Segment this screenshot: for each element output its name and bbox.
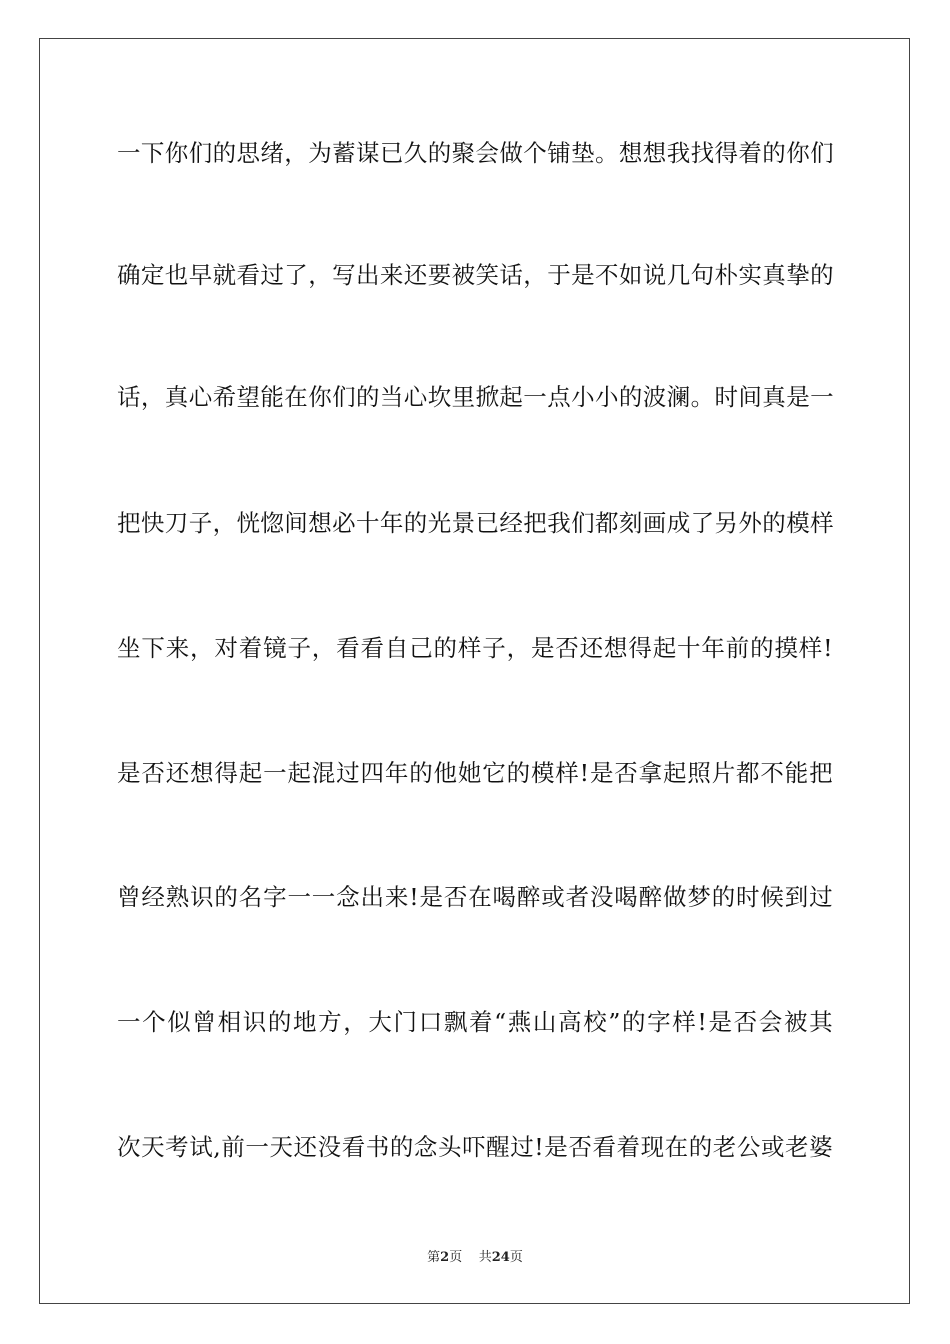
- footer-page-number: 2: [440, 1250, 450, 1265]
- footer-total-prefix: 共: [478, 1250, 492, 1265]
- footer-total-pages: 24: [491, 1250, 510, 1265]
- footer-total-suffix: 页: [509, 1250, 523, 1265]
- text-line-3: 话，真心希望能在你们的当心坎里掀起一点小小的波澜。时间真是一: [117, 383, 834, 411]
- text-line-4: 把快刀子，恍惚间想必十年的光景已经把我们都刻画成了另外的模样: [117, 509, 834, 537]
- text-line-7: 曾经熟识的名字一一念出来!是否在喝醉或者没喝醉做梦的时候到过: [117, 883, 833, 911]
- text-line-5: 坐下来，对着镜子，看看自己的样子，是否还想得起十年前的摸样!: [117, 634, 833, 662]
- text-line-8: 一个似曾相识的地方，大门口飘着“燕山高校”的字样!是否会被其: [117, 1008, 833, 1036]
- text-line-1: 一下你们的思绪，为蓄谋已久的聚会做个铺垫。想想我找得着的你们: [117, 139, 834, 167]
- footer-page-prefix: 第: [427, 1250, 441, 1265]
- page-footer: [0, 1250, 950, 1266]
- page-border: [39, 38, 910, 1304]
- text-line-9: 次天考试,前一天还没看书的念头吓醒过!是否看着现在的老公或老婆: [117, 1133, 833, 1161]
- text-line-6: 是否还想得起一起混过四年的他她它的模样!是否拿起照片都不能把: [117, 759, 833, 787]
- text-line-2: 确定也早就看过了，写出来还要被笑话，于是不如说几句朴实真挚的: [117, 261, 834, 289]
- footer-page-suffix: 页: [449, 1250, 463, 1265]
